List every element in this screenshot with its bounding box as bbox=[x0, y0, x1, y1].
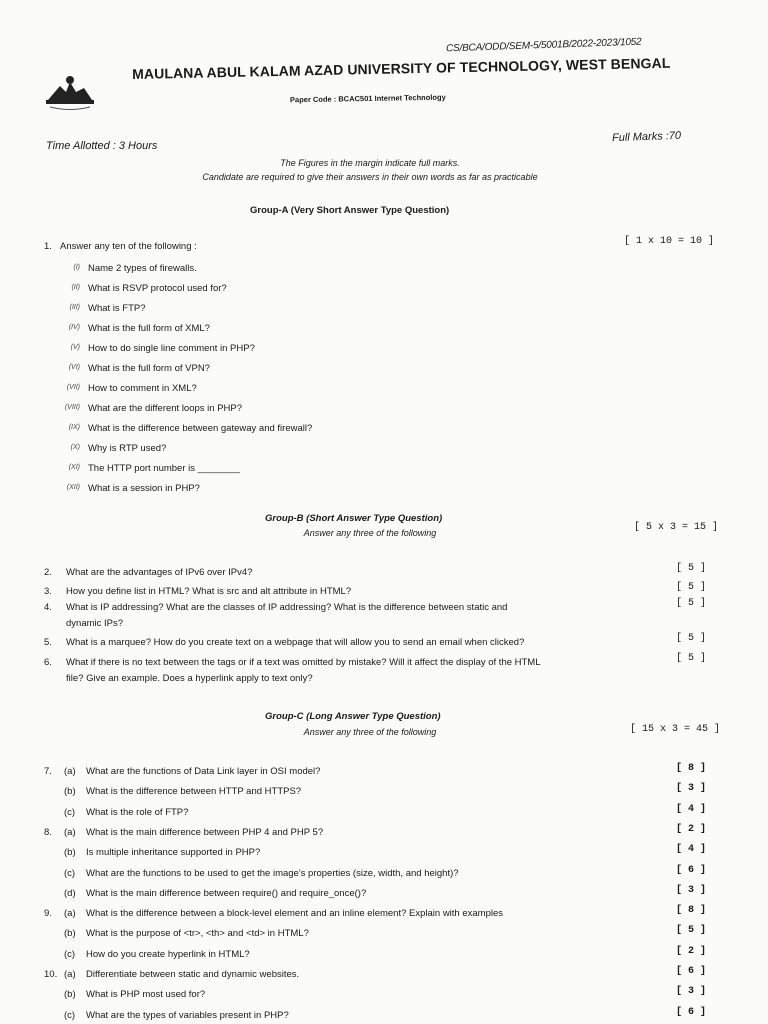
question-text: What are the types of variables present in PHP? bbox=[86, 1009, 289, 1021]
item-number: (VII) bbox=[66, 384, 80, 391]
sub-question-label: (c) bbox=[64, 867, 76, 879]
group-b-marks: [ 5 x 3 = 15 ] bbox=[634, 522, 719, 533]
question-text: What is the full form of VPN? bbox=[88, 363, 210, 374]
item-number: (IV) bbox=[68, 324, 80, 331]
question-text: What are the functions of Data Link layer in OSI model? bbox=[86, 766, 321, 777]
question-text: What is the difference between a block-level element and an inline element? Explain with examples bbox=[86, 908, 504, 920]
question-text: What is the main difference between PHP 4 and PHP 5? bbox=[86, 826, 324, 838]
time-allotted: Time Allotted : 3 Hours bbox=[46, 140, 158, 152]
question-number: 7. bbox=[44, 766, 52, 777]
question-number: 1. bbox=[44, 241, 52, 252]
group-b-subtitle: Answer any three of the following bbox=[303, 528, 437, 538]
question-text: What is a session in PHP? bbox=[88, 483, 200, 494]
question-number: 6. bbox=[44, 657, 52, 668]
question-text: The HTTP port number is ________ bbox=[88, 463, 240, 474]
question-text: What is FTP? bbox=[88, 303, 146, 314]
question-marks: [ 4 ] bbox=[676, 803, 707, 815]
question-marks: [ 5 ] bbox=[676, 925, 707, 937]
paper-code: Paper Code : BCAC501 Internet Technology bbox=[289, 92, 446, 105]
sub-question-label: (c) bbox=[64, 806, 76, 818]
item-number: (VIII) bbox=[64, 404, 80, 411]
sub-question-label: (c) bbox=[64, 1009, 76, 1021]
question-text: How to do single line comment in PHP? bbox=[88, 343, 255, 354]
question-number: 2. bbox=[44, 567, 52, 578]
item-number: (V) bbox=[70, 344, 80, 351]
group-b-title: Group-B (Short Answer Type Question) bbox=[265, 513, 443, 524]
item-number: (XI) bbox=[68, 464, 80, 471]
question-text-continued: dynamic IPs? bbox=[66, 618, 124, 629]
university-title: MAULANA ABUL KALAM AZAD UNIVERSITY OF TECHNOLOGY, WEST BENGAL bbox=[132, 54, 671, 82]
group-c-marks: [ 15 x 3 = 45 ] bbox=[630, 724, 721, 735]
question-marks: [ 3 ] bbox=[676, 986, 707, 998]
question-text: What is PHP most used for? bbox=[86, 989, 206, 1001]
question-text: Name 2 types of firewalls. bbox=[88, 263, 197, 274]
question-text: How to comment in XML? bbox=[88, 383, 197, 394]
question-text: What are the different loops in PHP? bbox=[88, 403, 243, 414]
instruction-margin: The Figures in the margin indicate full marks. bbox=[280, 158, 460, 168]
question-marks: [ 5 ] bbox=[676, 653, 707, 664]
question-number: 5. bbox=[44, 637, 52, 648]
question-marks: [ 5 ] bbox=[676, 598, 707, 609]
group-a-instruction: Answer any ten of the following : bbox=[60, 241, 197, 252]
instruction-own-words: Candidate are required to give their answers in their own words as far as practicable bbox=[202, 172, 538, 182]
group-c-title: Group-C (Long Answer Type Question) bbox=[265, 711, 441, 722]
sub-question-label: (c) bbox=[64, 948, 76, 960]
item-number: (X) bbox=[70, 444, 80, 451]
group-a-marks: [ 1 x 10 = 10 ] bbox=[624, 236, 715, 247]
sub-question-label: (b) bbox=[64, 928, 76, 940]
question-text: What is IP addressing? What are the classes of IP addressing? What is the difference between static and bbox=[66, 602, 508, 613]
question-text: Why is RTP used? bbox=[88, 443, 167, 454]
question-number: 8. bbox=[44, 826, 52, 838]
sub-question-label: (d) bbox=[64, 887, 76, 899]
sub-question-label: (b) bbox=[64, 786, 76, 798]
question-text: What is the main difference between require() and require_once()? bbox=[86, 887, 367, 899]
question-text: Is multiple inheritance supported in PHP? bbox=[86, 847, 261, 859]
exam-code: CS/BCA/ODD/SEM-5/5001B/2022-2023/1052 bbox=[445, 36, 642, 55]
sub-question-label: (a) bbox=[64, 908, 76, 920]
question-number: 10. bbox=[44, 969, 58, 980]
question-marks: [ 6 ] bbox=[676, 966, 707, 977]
question-marks: [ 5 ] bbox=[676, 633, 707, 644]
question-text: Differentiate between static and dynamic websites. bbox=[86, 969, 300, 980]
question-marks: [ 8 ] bbox=[676, 763, 707, 774]
question-text: What is the full form of XML? bbox=[88, 323, 210, 334]
university-logo bbox=[40, 72, 98, 112]
item-number: (II) bbox=[71, 284, 80, 291]
group-a-title: Group-A (Very Short Answer Type Question) bbox=[250, 205, 450, 216]
sub-question-label: (a) bbox=[64, 969, 76, 980]
question-marks: [ 8 ] bbox=[676, 905, 707, 917]
question-text-continued: file? Give an example. Does a hyperlink apply to text only? bbox=[66, 673, 313, 684]
question-marks: [ 4 ] bbox=[676, 844, 707, 856]
sub-question-label: (b) bbox=[64, 989, 76, 1001]
question-number: 4. bbox=[44, 602, 52, 613]
question-text: What is a marquee? How do you create text on a webpage that will allow you to send an email when clicked? bbox=[66, 637, 525, 648]
question-number: 9. bbox=[44, 908, 52, 920]
question-marks: [ 5 ] bbox=[676, 563, 707, 574]
sub-question-label: (b) bbox=[64, 847, 76, 859]
group-c-subtitle: Answer any three of the following bbox=[303, 727, 437, 737]
question-text: What is the purpose of <tr>, <th> and <td> in HTML? bbox=[86, 928, 309, 940]
question-text: What if there is no text between the tags or if a text was omitted by mistake? Will it affect the display of the HTML bbox=[66, 657, 541, 668]
question-number: 3. bbox=[44, 586, 52, 597]
question-text: What is RSVP protocol used for? bbox=[88, 283, 227, 294]
item-number: (I) bbox=[73, 264, 80, 271]
sub-question-label: (a) bbox=[64, 766, 76, 777]
question-text: What is the difference between gateway and firewall? bbox=[88, 423, 313, 434]
item-number: (III) bbox=[69, 304, 80, 311]
question-text: How you define list in HTML? What is src and alt attribute in HTML? bbox=[66, 586, 352, 597]
question-text: What are the functions to be used to get the image's properties (size, width, and height)? bbox=[86, 867, 459, 879]
question-text: How do you create hyperlink in HTML? bbox=[86, 948, 250, 960]
question-marks: [ 3 ] bbox=[676, 884, 707, 896]
full-marks: Full Marks :70 bbox=[611, 129, 682, 145]
question-text: What is the role of FTP? bbox=[86, 806, 189, 818]
question-marks: [ 6 ] bbox=[676, 864, 707, 876]
question-marks: [ 5 ] bbox=[676, 582, 707, 593]
question-marks: [ 6 ] bbox=[676, 1006, 707, 1018]
question-text: What are the advantages of IPv6 over IPv4? bbox=[66, 567, 253, 578]
item-number: (XII) bbox=[66, 484, 80, 491]
sub-question-label: (a) bbox=[64, 826, 76, 838]
item-number: (IX) bbox=[68, 424, 80, 431]
item-number: (VI) bbox=[68, 364, 80, 371]
question-marks: [ 3 ] bbox=[676, 783, 707, 795]
question-marks: [ 2 ] bbox=[676, 823, 707, 835]
question-marks: [ 2 ] bbox=[676, 945, 707, 957]
question-text: What is the difference between HTTP and HTTPS? bbox=[86, 786, 302, 798]
